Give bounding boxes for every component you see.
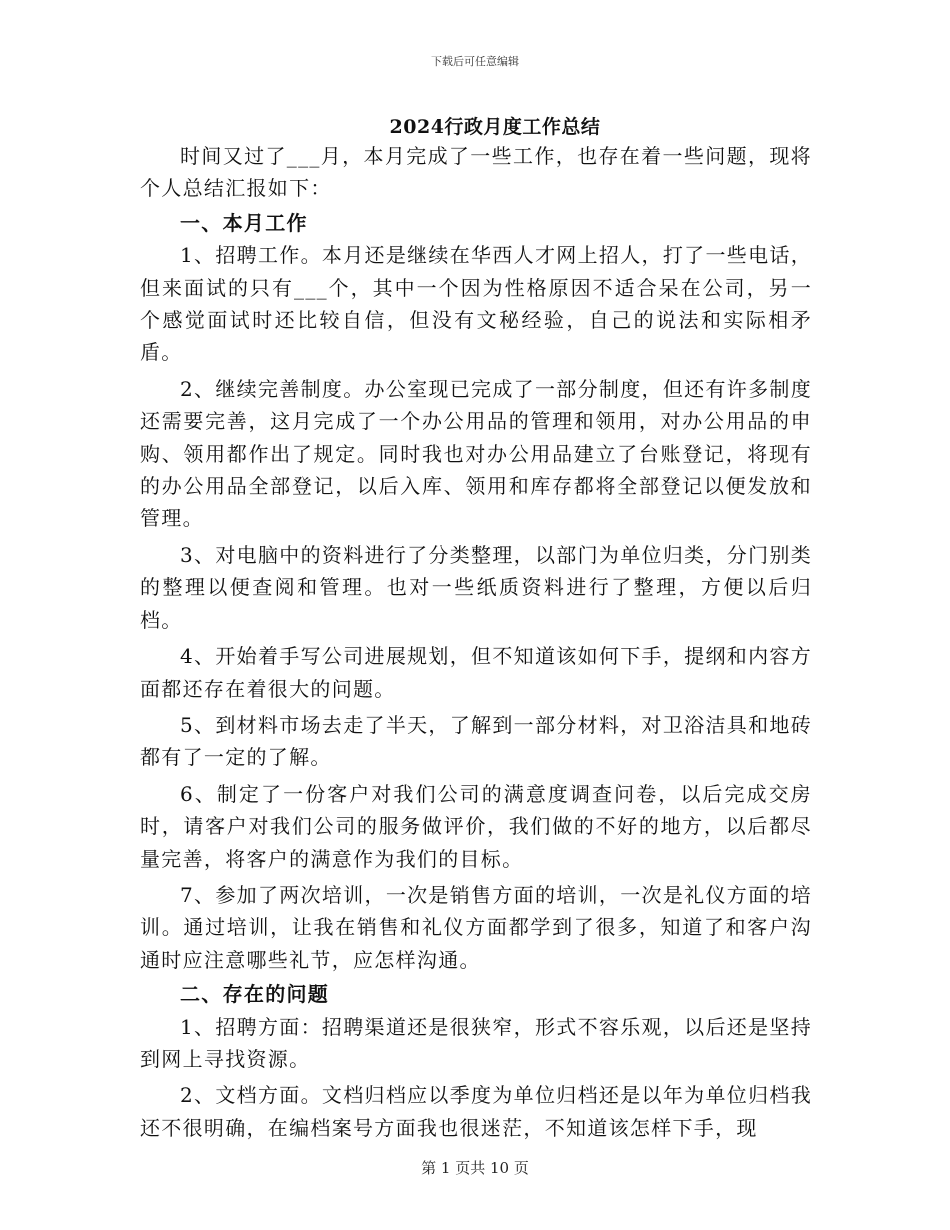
work-item-7: 7、参加了两次培训，一次是销售方面的培训，一次是礼仪方面的培训。通过培训，让我在销售和礼仪方面都学到了很多，知道了和客户沟通时应注意哪些礼节，应怎样沟通。 (140, 882, 812, 972)
header-note: 下载后可任意编辑 (431, 55, 519, 68)
document-body (140, 140, 812, 1144)
work-item-5: 5、到材料市场去走了半天，了解到一部分材料，对卫浴洁具和地砖都有了一定的了解。 (140, 712, 812, 770)
work-item-3: 3、对电脑中的资料进行了分类整理，以部门为单位归类，分门别类的整理以便查阅和管理。也对一些纸质资料进行了整理，方便以后归档。 (140, 542, 812, 632)
document-title: 2024行政月度工作总结 (389, 116, 601, 138)
intro-paragraph: 时间又过了___月，本月完成了一些工作，也存在着一些问题，现将个人总结汇报如下： (140, 144, 812, 201)
section-heading-problems: 二、存在的问题 (180, 982, 330, 1007)
work-item-4: 4、开始着手写公司进展规划，但不知道该如何下手，提纲和内容方面都还存在着很大的问题。 (140, 644, 812, 701)
work-item-1: 1、招聘工作。本月还是继续在华西人才网上招人，打了一些电话，但来面试的只有___个，其中一个因为性格原因不适合呆在公司，另一个感觉面试时还比较自信，但没有文秘经验，自己的说法和实际相矛盾。 (140, 243, 812, 365)
work-item-6: 6、制定了一份客户对我们公司的满意度调查问卷，以后完成交房时，请客户对我们公司的服务做评价，我们做的不好的地方，以后都尽量完善，将客户的满意作为我们的目标。 (140, 781, 812, 871)
work-item-2: 2、继续完善制度。办公室现已完成了一部分制度，但还有许多制度还需要完善，这月完成了一个办公用品的管理和领用，对办公用品的申购、领用都作出了规定。同时我也对办公用品建立了台账登记，将现有的办公用品全部登记，以后入库、领用和库存都将全部登记以便发放和管理。 (140, 376, 812, 531)
problem-item-1: 1、招聘方面：招聘渠道还是很狭窄，形式不容乐观，以后还是坚持到网上寻找资源。 (140, 1014, 812, 1071)
problem-item-2: 2、文档方面。文档归档应以季度为单位归档还是以年为单位归档我还不很明确，在编档案号方面我也很迷茫，不知道该怎样下手，现 (140, 1083, 812, 1140)
section-heading-current-work: 一、本月工作 (180, 210, 308, 235)
page-footer: 第 1 页共 10 页 (421, 1159, 529, 1177)
